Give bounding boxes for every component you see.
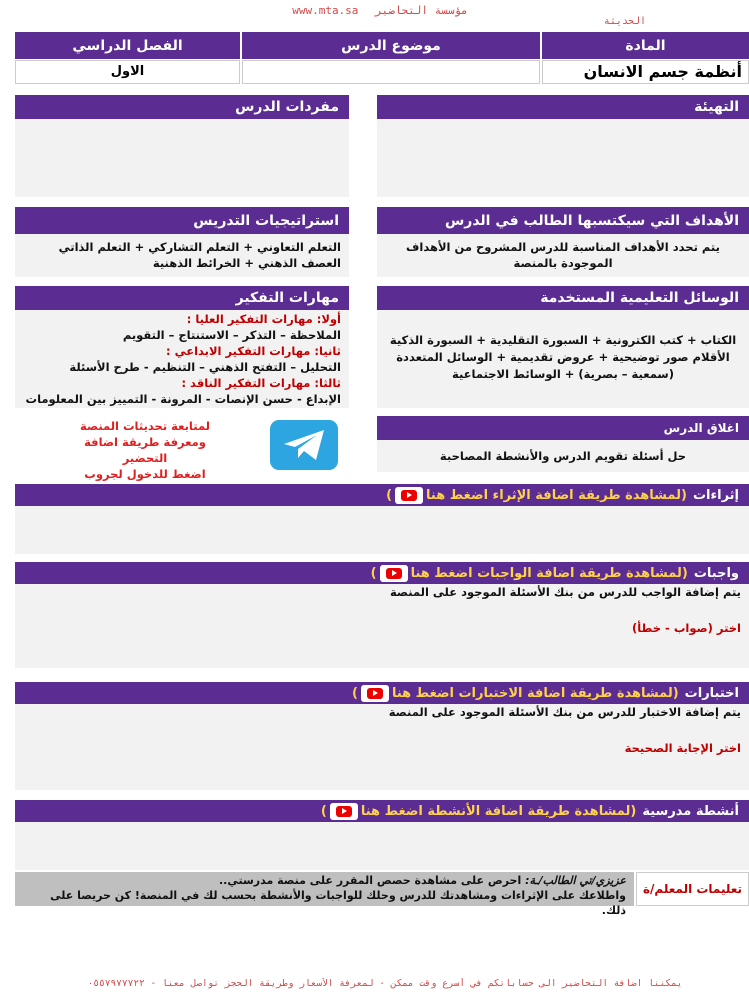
strategies-line-1: التعلم التعاوني + التعلم التشاركي + التعلم الذاتي <box>58 240 341 254</box>
activities-link[interactable]: (لمشاهدة طريقة اضافة الأنشطة اضغط هنا) <box>320 803 637 819</box>
enrichment-header <box>15 484 749 506</box>
youtube-icon <box>367 688 383 699</box>
teacher-line-1 <box>23 873 626 888</box>
activities-title: أنشطة مدرسية <box>642 803 739 819</box>
tests-title: اختبارات <box>684 685 739 701</box>
tests-text: يتم إضافة الاختبار للدرس من بنك الأسئلة الموجود على المنصة <box>388 705 741 719</box>
closing-header: اغلاق الدرس <box>377 416 749 440</box>
thinking-header: مهارات التفكير <box>15 286 349 310</box>
intro-panel <box>377 119 749 197</box>
tests-choice: اختر الإجابة الصحيحة <box>624 741 741 755</box>
website-link[interactable]: www.mta.sa <box>292 4 359 17</box>
homework-choice: اختر (صواب - خطأ) <box>631 621 741 635</box>
activities-panel <box>15 822 749 870</box>
thinking-heading-2: ثانيا: مهارات التفكير الابداعي : <box>166 344 341 358</box>
homework-header <box>15 562 749 584</box>
subject-value: أنظمة جسم الانسان <box>542 60 749 84</box>
thinking-panel <box>15 310 349 408</box>
org-name: مؤسسة التحاضير <box>375 4 468 17</box>
thinking-heading-1: أولا: مهارات التفكير العليا : <box>186 312 341 326</box>
telegram-line-2: ومعرفة طريقة اضافة التحضير <box>84 435 206 465</box>
closing-text: حل أسئلة تقويم الدرس والأنشطة المصاحبة <box>377 440 749 472</box>
homework-text: يتم إضافة الواجب للدرس من بنك الأسئلة الموجود على المنصة <box>389 585 741 599</box>
strategies-line-2: العصف الذهني + الخرائط الذهنية <box>152 256 341 270</box>
lesson-items-header: مفردات الدرس <box>15 95 349 119</box>
semester-value: الاول <box>15 60 240 84</box>
homework-link[interactable]: (لمشاهدة طريقة اضافة الواجبات اضغط هنا) <box>370 565 688 581</box>
enrichment-title: إثراءات <box>692 487 739 503</box>
teacher-prefix: عزيزي/تي الطالب/ـة: <box>525 874 626 887</box>
telegram-icon <box>270 420 338 470</box>
tests-header <box>15 682 749 704</box>
telegram-line-1: لمتابعة تحديثات المنصة <box>80 419 210 433</box>
youtube-icon <box>386 568 402 579</box>
thinking-text-2: التحليل – التفتح الذهني – التنظيم - طرح الأسئلة <box>69 360 341 374</box>
youtube-icon <box>336 806 352 817</box>
header-topic: موضوع الدرس <box>242 32 540 59</box>
teacher-line-1-text: احرص على مشاهدة حصص المقرر على منصة مدرستي.. <box>218 874 526 887</box>
aids-text: الكتاب + كتب الكترونية + السبورة التقليدية + السبورة الذكية الأقلام صور توضيحية + عروض تقديمية + الوسائل المتعددة (سمعية – بصرية) + الوسائط الاجتماعية <box>377 310 749 408</box>
header-subject: المادة <box>542 32 749 59</box>
topic-value <box>242 60 540 84</box>
thinking-text-1: الملاحظة – التذكر – الاستنتاج – التقويم <box>122 328 341 342</box>
top-watermark <box>250 4 510 20</box>
strategies-panel <box>15 234 349 277</box>
thinking-text-3: الإبداع - حسن الإنصات - المرونة - التمييز بين المعلومات <box>25 392 341 406</box>
homework-title: واجبات <box>693 565 739 581</box>
youtube-icon <box>401 490 417 501</box>
tests-panel <box>15 704 749 790</box>
strategies-header: استراتيجيات التدريس <box>15 207 349 234</box>
objectives-text: يتم تحدد الأهداف المناسبة للدرس المشروح من الأهداف الموجودة بالمنصة <box>377 234 749 277</box>
activities-header <box>15 800 749 822</box>
thinking-heading-3: ثالثا: مهارات التفكير الناقد : <box>181 376 341 390</box>
enrichment-panel <box>15 506 749 554</box>
enrichment-link[interactable]: (لمشاهدة طريقة اضافة الإثراء اضغط هنا) <box>386 487 687 503</box>
teacher-label: تعليمات المعلم/ة <box>642 882 743 896</box>
telegram-button[interactable] <box>270 420 338 470</box>
header-semester: الفصل الدراسي <box>15 32 240 59</box>
objectives-header: الأهداف التي سيكتسبها الطالب في الدرس <box>377 207 749 234</box>
telegram-line-3: اضغط للدخول لجروب <box>84 467 206 481</box>
footer-text: يمكننا اضافة التحاضير الى حساباتكم في أسرع وقت ممكن - لمعرفة الأسعار وطريقة الحجز تواصل معنا - ٠٥٥٧٩٧٧٧٢٢ <box>87 978 683 989</box>
aids-header: الوسائل التعليمية المستخدمة <box>377 286 749 310</box>
telegram-text[interactable] <box>60 418 230 481</box>
org-subtitle: الحديثة <box>603 16 647 27</box>
tests-link[interactable]: (لمشاهدة طريقة اضافة الاختبارات اضغط هنا) <box>352 685 679 701</box>
intro-header: التهيئة <box>377 95 749 119</box>
teacher-line-2: واطلاعك على الإثراءات ومشاهدتك للدرس وحلك للواجبات والأنشطة بحسب لك في المنصة! كن حريصا على ذلك. <box>50 889 626 917</box>
teacher-label-cell <box>636 872 749 906</box>
lesson-items-panel <box>15 119 349 197</box>
teacher-text-cell <box>15 872 634 917</box>
homework-panel <box>15 584 749 668</box>
